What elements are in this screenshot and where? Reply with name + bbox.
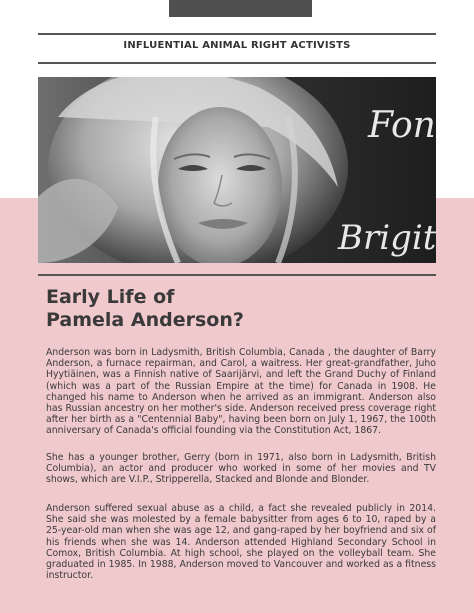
article-paragraph-1: Anderson was born in Ladysmith, British Columbia, Canada , the daughter of Barry Anderson, a furnace repairman, and Carol, a waitress. Her great-grandfather, Juho Hyytiäinen, was a Finnish native of Saarijärvi, and left the Grand Duchy of Finland (which was a part of the Russian Empire at the time) for Canada in 1908. He changed his name to Anderson when he arrived as an immigrant. Anderson also has Russian ancestry on her mother's side. Anderson received press coverage right after her birth as a "Centennial Baby", having been born on July 1, 1967, the 100th anniversary of Canada's official founding via the Constitution Act, 1867. [46,347,436,437]
photo-bg-text-2: Brigit [338,218,436,258]
portrait-photo [38,77,436,263]
header-bottom-rule [38,62,436,64]
article-title [46,286,426,332]
article-paragraph-3: Anderson suffered sexual abuse as a child, a fact she revealed publicly in 2014. She said she was molested by a female babysitter from ages 6 to 10, raped by a 25-year-old man when she was age 12, and gang-raped by her boyfriend and six of his friends when she was 14. Anderson attended Highland Secondary School in Comox, British Columbia. At high school, she played on the volleyball team. She graduated in 1985. In 1988, Anderson moved to Vancouver and worked as a fitness instructor. [46,503,436,582]
article-title-line-2: Pamela Anderson? [46,309,244,331]
article-paragraph-2: She has a younger brother, Gerry (born in 1971, also born in Ladysmith, British Columbia), an actor and producer who worked in some of her movies and TV shows, which are V.I.P., Stripperella, Stacked and Blonde and Blonder. [46,452,436,486]
photo-bg-text-1: Fon [368,105,436,146]
article-title-line-1: Early Life of [46,286,175,308]
top-tab-bar [169,0,312,17]
header-label: INFLUENTIAL ANIMAL RIGHT ACTIVISTS [123,40,351,51]
header-top-rule [38,33,436,35]
section-rule [38,274,436,276]
